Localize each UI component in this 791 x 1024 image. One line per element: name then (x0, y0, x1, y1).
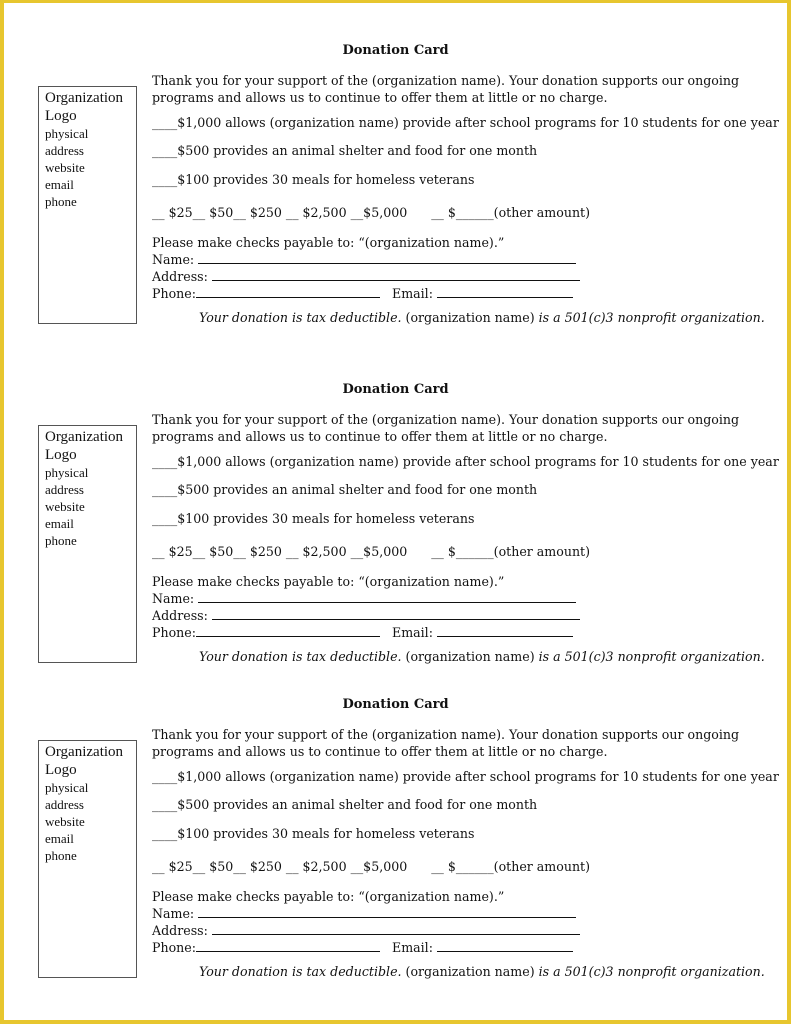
logo-box (38, 86, 137, 324)
option-100[interactable]: ____$100 provides 30 meals for homeless veterans (152, 511, 475, 526)
logo-logo: Logo (45, 108, 77, 124)
card-title: Donation Card (342, 43, 449, 58)
logo-logo: Logo (45, 762, 77, 778)
name-field[interactable] (198, 251, 576, 264)
email-label: Email: (392, 940, 433, 955)
intro-line-2: programs and allows us to continue to offer them at little or no charge. (152, 744, 608, 759)
address-field[interactable] (212, 922, 580, 935)
option-100[interactable]: ____$100 provides 30 meals for homeless veterans (152, 826, 475, 841)
address-label: Address: (152, 923, 208, 938)
phone-email-row (152, 939, 573, 956)
logo-box (38, 425, 137, 663)
address-row (152, 268, 580, 285)
address-field[interactable] (212, 607, 580, 620)
address-label: Address: (152, 608, 208, 623)
logo-website: website (45, 499, 85, 514)
logo-phone: phone (45, 848, 77, 863)
name-field[interactable] (198, 905, 576, 918)
name-row (152, 905, 576, 922)
intro-line-2: programs and allows us to continue to offer them at little or no charge. (152, 90, 608, 105)
donation-card-2 (4, 382, 787, 682)
checks-payable: Please make checks payable to: “(organization name).” (152, 574, 505, 589)
tax-line (199, 963, 765, 980)
phone-field[interactable] (196, 624, 380, 637)
address-label: Address: (152, 269, 208, 284)
tax-italic-2: is a 501(c)3 nonprofit organization. (538, 964, 765, 979)
page (4, 3, 787, 1020)
amount-options[interactable]: __ $25__ $50__ $250 __ $2,500 __$5,000 __ $______(other amount) (152, 544, 591, 559)
amount-options[interactable]: __ $25__ $50__ $250 __ $2,500 __$5,000 __ $______(other amount) (152, 859, 591, 874)
intro-line-2: programs and allows us to continue to offer them at little or no charge. (152, 429, 608, 444)
logo-email: email (45, 516, 74, 531)
email-field[interactable] (437, 285, 573, 298)
phone-label: Phone: (152, 940, 196, 955)
tax-italic-1: Your donation is tax deductible. (199, 649, 402, 664)
logo-organization: Organization (45, 90, 124, 106)
donation-card-3 (4, 697, 787, 997)
donation-card-1 (4, 43, 787, 343)
phone-email-row (152, 285, 573, 302)
intro-line-1: Thank you for your support of the (organization name). Your donation supports our ongoing (152, 412, 740, 427)
logo-phone: phone (45, 533, 77, 548)
checks-payable: Please make checks payable to: “(organization name).” (152, 235, 505, 250)
tax-plain: (organization name) (401, 649, 539, 664)
name-field[interactable] (198, 590, 576, 603)
email-field[interactable] (437, 939, 573, 952)
logo-phone: phone (45, 194, 77, 209)
card-title: Donation Card (342, 382, 449, 397)
logo-physical: physical (45, 465, 89, 480)
intro-line-1: Thank you for your support of the (organization name). Your donation supports our ongoing (152, 73, 740, 88)
name-label: Name: (152, 591, 195, 606)
option-1000[interactable]: ____$1,000 allows (organization name) provide after school programs for 10 students for one year (152, 454, 779, 469)
address-row (152, 922, 580, 939)
tax-italic-1: Your donation is tax deductible. (199, 964, 402, 979)
option-500[interactable]: ____$500 provides an animal shelter and food for one month (152, 482, 538, 497)
logo-website: website (45, 160, 85, 175)
logo-email: email (45, 831, 74, 846)
tax-italic-2: is a 501(c)3 nonprofit organization. (538, 649, 765, 664)
phone-label: Phone: (152, 286, 196, 301)
intro-line-1: Thank you for your support of the (organization name). Your donation supports our ongoing (152, 727, 740, 742)
option-1000[interactable]: ____$1,000 allows (organization name) provide after school programs for 10 students for one year (152, 769, 779, 784)
option-1000[interactable]: ____$1,000 allows (organization name) provide after school programs for 10 students for one year (152, 115, 779, 130)
logo-address: address (45, 482, 84, 497)
email-label: Email: (392, 625, 433, 640)
logo-organization: Organization (45, 744, 124, 760)
name-label: Name: (152, 252, 195, 267)
logo-email: email (45, 177, 74, 192)
name-row (152, 251, 576, 268)
logo-box (38, 740, 137, 978)
logo-address: address (45, 797, 84, 812)
tax-line (199, 309, 765, 326)
phone-field[interactable] (196, 939, 380, 952)
phone-field[interactable] (196, 285, 380, 298)
option-500[interactable]: ____$500 provides an animal shelter and food for one month (152, 797, 538, 812)
name-label: Name: (152, 906, 195, 921)
logo-organization: Organization (45, 429, 124, 445)
phone-email-row (152, 624, 573, 641)
logo-website: website (45, 814, 85, 829)
card-title: Donation Card (342, 697, 449, 712)
option-500[interactable]: ____$500 provides an animal shelter and food for one month (152, 143, 538, 158)
address-row (152, 607, 580, 624)
tax-plain: (organization name) (401, 310, 539, 325)
phone-label: Phone: (152, 625, 196, 640)
logo-logo: Logo (45, 447, 77, 463)
email-field[interactable] (437, 624, 573, 637)
email-label: Email: (392, 286, 433, 301)
option-100[interactable]: ____$100 provides 30 meals for homeless veterans (152, 172, 475, 187)
checks-payable: Please make checks payable to: “(organization name).” (152, 889, 505, 904)
logo-physical: physical (45, 126, 89, 141)
amount-options[interactable]: __ $25__ $50__ $250 __ $2,500 __$5,000 __ $______(other amount) (152, 205, 591, 220)
logo-physical: physical (45, 780, 89, 795)
tax-plain: (organization name) (401, 964, 539, 979)
tax-line (199, 648, 765, 665)
address-field[interactable] (212, 268, 580, 281)
tax-italic-1: Your donation is tax deductible. (199, 310, 402, 325)
logo-address: address (45, 143, 84, 158)
name-row (152, 590, 576, 607)
tax-italic-2: is a 501(c)3 nonprofit organization. (538, 310, 765, 325)
